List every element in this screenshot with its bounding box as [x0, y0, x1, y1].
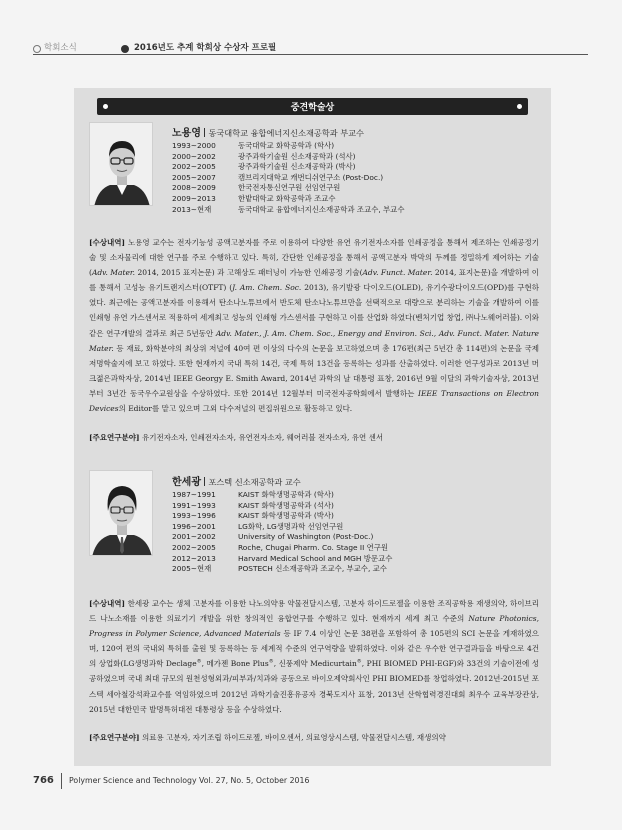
journal-name: Adv. Funct. Mater. [362, 268, 433, 278]
career-position: 한밭대학교 화학공학과 조교수 [238, 193, 336, 203]
career-position: 동국대학교 융합에너지신소재공학과 조교수, 부교수 [238, 204, 405, 214]
achievements-text: 2013), 유기발광 다이오드(OLED), 유기수광다이오드(OPD)를 구현하였다. 최근에는 공액고분자를 이용해서 탄소나노튜브에서 반도체 탄소나노튜브만을 선택적으로 대량으로 분리하는 기술을 개발하여 이를 인쇄형 유연 가스센서로 적용하여 세계최고 성능의 인쇄형 가스센서를 구현하고 이를 산업화 하였다(벤처기업 창업, ㈜나노웨어러블). 이와 같은 연구개발의 결과로 최근 5년동안 [89, 283, 539, 338]
career-position: 광주과학기술원 신소재공학과 (석사) [238, 151, 356, 161]
career-position: University of Washington (Post-Doc.) [238, 532, 374, 542]
bullet-icon [517, 104, 522, 109]
registered-mark: ® [356, 658, 362, 665]
career-position: 한국전자통신연구원 선임연구원 [238, 183, 341, 193]
career-position: KAIST 화학생명공학과 (박사) [238, 511, 334, 521]
achievements-text: 한세광 교수는 생체 고분자를 이용한 나노의약용 약물전달시스템, 고분자 하이드로젤을 이용한 조직공학용 재생의약, 하이브리드 나노소재를 이용한 의료기기 개발을 위한 창의적인 융합연구를 수행하고 있다. 현재까지 세계 최고 수준의 [89, 599, 539, 624]
career-row [172, 205, 404, 216]
portrait-photo-2 [89, 470, 153, 556]
achievements-text: 의 Editor를 맡고 있으며 그외 다수저널의 편집위원으로 활동하고 있다. [118, 404, 353, 414]
header-rule [33, 54, 588, 55]
career-position: Harvard Medical School and MGH 방문교수 [238, 553, 393, 563]
achievements-2 [89, 596, 539, 717]
award-banner [97, 98, 528, 115]
career-row [172, 194, 404, 205]
career-years: 2000~2002 [172, 151, 216, 161]
career-row [172, 501, 392, 512]
name-text: 노용영 [172, 128, 201, 139]
achievements-text: 2014, 2015 표지논문) 과 고해상도 패터닝이 가능한 인쇄공정 기술( [135, 268, 363, 278]
career-position: KAIST 화학생명공학과 (학사) [238, 490, 334, 499]
portrait-1-image [90, 123, 153, 206]
career-row [172, 173, 404, 184]
career-position: POSTECH 신소재공학과 조교수, 부교수, 교수 [238, 564, 387, 574]
career-row [172, 490, 392, 501]
career-row [172, 554, 392, 565]
journal-name: Nature Photonics, Progress in Polymer Science, Advanced Materials [89, 614, 539, 639]
achievements-text: 2014, 표지논문)을 개발하여 이를 통해서 고성능 유기트랜지스터(OTFT) ( [89, 268, 539, 293]
career-years: 1991~1993 [172, 500, 216, 510]
registered-mark: ® [196, 658, 202, 665]
achievements-text: 등 IF 7.4 이상인 논문 38편을 포함하여 총 105편의 SCI 논문을 게재하였으며, 120여 편의 국내외 특허를 출원 및 등록하는 등 세계적 수준의 연구역량을 발휘하였다. 이와 같은 우수한 연구결과들을 바탕으로 4건의 상업화(LG생명과학 Declage [89, 629, 539, 669]
divider [204, 477, 206, 486]
career-list-1 [172, 141, 404, 215]
career-position: Roche, Chugai Pharm. Co. Stage II 연구원 [238, 542, 389, 552]
section-label: 학회소식 [44, 43, 77, 53]
career-row [172, 522, 392, 533]
achievements-text: , 메가젠 Bone Plus [201, 659, 269, 669]
divider [204, 128, 206, 137]
career-row [172, 152, 404, 163]
circle-bullet-icon [33, 45, 41, 53]
career-list-2 [172, 490, 392, 575]
affiliation-text: 포스텍 신소재공학과 교수 [208, 477, 301, 487]
achievements-text: , 신풍제약 Medicurtain [273, 659, 357, 669]
career-years: 2002~2005 [172, 162, 216, 172]
achievements-text: , PHI BIOMED PHI-EGF)와 33건의 기술이전에 성공하였으며 국내 최대 규모의 원천성형외과/피부과/치과와 공동으로 바이오제약회사인 PHI BIOMED를 창업하였다. 2012년-2015년 포스텍 세아철강석좌교수를 역임하였으며 2012년 과학기술진흥유공자 경북도지사 표창, 2013년 산학협력경진대회 최우수 교육부장관상, 2015년 대한민국 발명특허대전 대통령상 등을 수상하였다. [89, 659, 540, 714]
career-years: 1993~2000 [172, 141, 216, 150]
journal-name: J. Am. Chem. Soc. [232, 283, 302, 293]
filled-bullet-icon [121, 45, 129, 53]
name-text: 한세광 [172, 477, 201, 488]
awardee-name-2 [172, 473, 301, 488]
affiliation-text: 동국대학교 융합에너지신소재공학과 부교수 [208, 128, 364, 138]
achievements-1 [89, 235, 539, 416]
award-category: 중견학술상 [290, 103, 335, 113]
career-row [172, 162, 404, 173]
career-years: 2002~2005 [172, 542, 216, 552]
achievements-text: 등 재료, 화학분야의 최상위 저널에 40여 편 이상의 다수의 논문을 보고하였으며 총 176편(최근 5년간 총 114편)의 논문을 국제 저명학술지에 보고 하였다. 또한 현재까지 국내 특허 14건, 국제 특허 13건을 등록하는 성과를 산출하였다. 이러한 연구성과로 2013년 머크젊은과학자상, 2014년 IEEE Georgy E. Smith Award, 2014년 과학의 날 대통령 표창, 2016년 9월 이달의 과학기술자상, 2013년부터 3년간 동국우수교원상을 수상하였다. 또한 2014년 12월부터 미국전자공학회에서 발행하는 [89, 343, 539, 398]
career-position: 동국대학교 화학공학과 (학사) [238, 141, 335, 150]
achievements-text: 노용영 교수는 전자기능성 공액고분자를 주로 이용하여 다양한 유연 유기전자소자를 인쇄공정을 통해서 제조하는 인쇄공정기술 및 소자물리에 대한 연구를 주로 수행하고 있다. 특히, 간단한 인쇄공정을 통해서 공액고분자 박막의 두께를 정밀하게 제어하는 기술( [89, 238, 539, 278]
career-row [172, 141, 404, 152]
registered-mark: ® [268, 658, 274, 665]
career-years: 2005~2007 [172, 172, 216, 182]
career-years: 2012~2013 [172, 553, 216, 563]
career-row [172, 564, 392, 575]
career-position: KAIST 화학생명공학과 (석사) [238, 500, 334, 510]
career-row [172, 532, 392, 543]
journal-name: Adv. Mater. [91, 268, 136, 278]
research-areas-text: 의료용 고분자, 자기조립 하이드로젤, 바이오센서, 의료영상시스템, 약물전달시스템, 재생의약 [139, 733, 446, 742]
career-position: 광주과학기술원 신소재공학과 (박사) [238, 162, 356, 172]
career-years: 2001~2002 [172, 532, 216, 542]
achievements-label: [수상내역] [89, 599, 126, 608]
research-areas-text: 유기전자소자, 인쇄전자소자, 유연전자소자, 웨어러블 전자소자, 유연 센서 [139, 433, 384, 442]
journal-name: IEEE Transactions on Electron Devices [89, 388, 539, 414]
career-years: 2009~2013 [172, 193, 216, 203]
career-years: 2013~현재 [172, 204, 212, 214]
page-number: 766 [33, 775, 54, 786]
achievements-label: [수상내역] [89, 238, 126, 247]
portrait-2-image [90, 471, 153, 556]
research-areas-label: [주요연구분야] [89, 733, 140, 742]
page-header [0, 0, 622, 70]
career-years: 1987~1991 [172, 490, 216, 499]
research-areas-1 [89, 432, 539, 443]
career-row [172, 511, 392, 522]
portrait-photo-1 [89, 122, 153, 206]
research-areas-2 [89, 732, 539, 743]
career-years: 2005~현재 [172, 564, 212, 574]
career-row [172, 543, 392, 554]
journal-citation: Polymer Science and Technology Vol. 27, No. 5, October 2016 [69, 776, 310, 785]
career-row [172, 183, 404, 194]
header-title: 2016년도 추계 학회상 수상자 프로필 [134, 43, 277, 53]
footer-divider [61, 773, 62, 789]
career-years: 2008~2009 [172, 183, 216, 193]
career-years: 1993~1996 [172, 511, 216, 521]
journal-name: Adv. Mater., J. Am. Chem. Soc., Energy and Environ. Sci., Adv. Funct. Mater. Nature Mater. [89, 328, 539, 353]
career-position: LG화학, LG생명과학 선임연구원 [238, 521, 344, 531]
awardee-name-1 [172, 124, 364, 139]
career-years: 1996~2001 [172, 521, 216, 531]
career-position: 캠브리지대학교 캐번디쉬연구소 (Post-Doc.) [238, 172, 384, 182]
research-areas-label: [주요연구분야] [89, 433, 140, 442]
